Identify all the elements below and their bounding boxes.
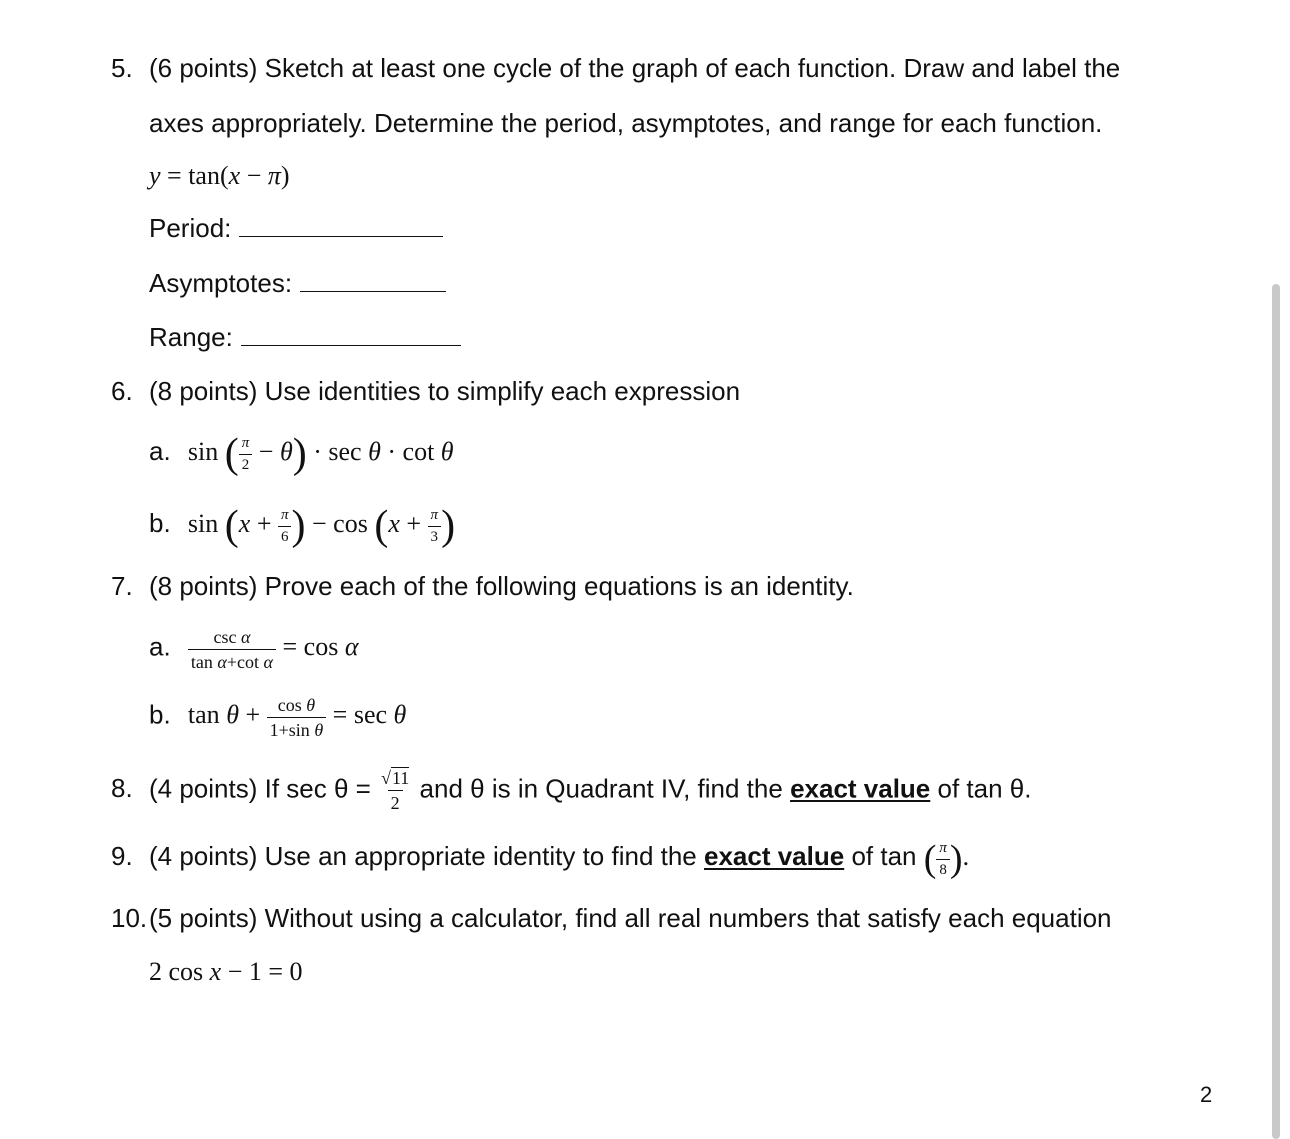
q8-fraction: $\frac{√11}{2}$ (381, 768, 410, 813)
asymptotes-answer-blank (300, 269, 446, 292)
q6-b-expression: sin (x + $\frac{\pi}{6}$ ) − cos (x + $\frac{\pi}{3}$ ) (187, 503, 456, 550)
q5-asymptotes-label: Asymptotes: (149, 268, 293, 298)
q6-number: 6. (111, 376, 133, 406)
q7-a-expression: $\frac{\text{csc α}}{\text{tan α+cot α}}$ = cos α (188, 632, 359, 661)
scrollbar[interactable] (1272, 284, 1280, 1139)
q5-period-label: Period: (149, 213, 232, 243)
q8-number: 8. (111, 773, 133, 804)
q7-b (149, 696, 406, 739)
q7-line (111, 570, 854, 602)
q6-b-label: b. (149, 508, 171, 538)
q5-line1 (111, 52, 1120, 84)
q7-text: (8 points) Prove each of the following equations is an identity. (149, 571, 854, 601)
q7-b-expression: tan θ + $\frac{\text{cos θ}}{\text{1+sin θ}}$ = sec θ (187, 695, 407, 740)
q7-b-label: b. (149, 699, 171, 730)
q6-text: (8 points) Use identities to simplify each expression (149, 376, 741, 406)
q6-a-label: a. (149, 436, 171, 466)
q5-text: (6 points) Sketch at least one cycle of the graph of each function. Draw and label the (149, 53, 1121, 83)
q6-a-expression: sin ( $\frac{\pi}{2}$ − θ) · sec θ · cot θ (187, 431, 454, 478)
q8-line (111, 769, 1031, 812)
q10-number: 10. (111, 903, 148, 933)
q7-a (149, 628, 358, 671)
page-number: 2 (1200, 1082, 1213, 1107)
q8-prefix: (4 points) If sec θ = (149, 773, 371, 804)
q9-prefix: (4 points) Use an appropriate identity to find the (149, 841, 697, 871)
q9-suffix: of tan (851, 841, 917, 871)
q5-asymptotes (149, 267, 446, 299)
q10-equation: 2 cos x − 1 = 0 (149, 957, 303, 986)
q9-exact-value: exact value (704, 841, 845, 871)
q8-suffix: of tan θ. (937, 773, 1032, 804)
q8-exact-value: exact value (790, 773, 931, 804)
q6-a (149, 431, 454, 478)
q9-line (111, 838, 970, 881)
q10-text: (5 points) Without using a calculator, find all real numbers that satisfy each equation (149, 903, 1112, 933)
q8-mid: and θ is in Quadrant IV, find the (419, 773, 783, 804)
q10-line (111, 902, 1112, 934)
q9-expression: ( $\frac{\pi}{8}$ ). (923, 838, 970, 881)
period-answer-blank (239, 214, 443, 237)
q6-b (149, 503, 456, 550)
q7-a-label: a. (149, 631, 171, 662)
q5-number: 5. (111, 53, 133, 83)
q6-line (111, 375, 740, 407)
q5-range-label: Range: (149, 322, 233, 352)
q9-number: 9. (111, 841, 133, 871)
q7-number: 7. (111, 571, 133, 601)
q5-text2: axes appropriately. Determine the period, asymptotes, and range for each function. (149, 108, 1103, 138)
q5-equation: y = tan(x − π) (149, 161, 290, 190)
q5-period (149, 212, 443, 244)
range-answer-blank (241, 323, 461, 346)
q5-range (149, 321, 461, 353)
